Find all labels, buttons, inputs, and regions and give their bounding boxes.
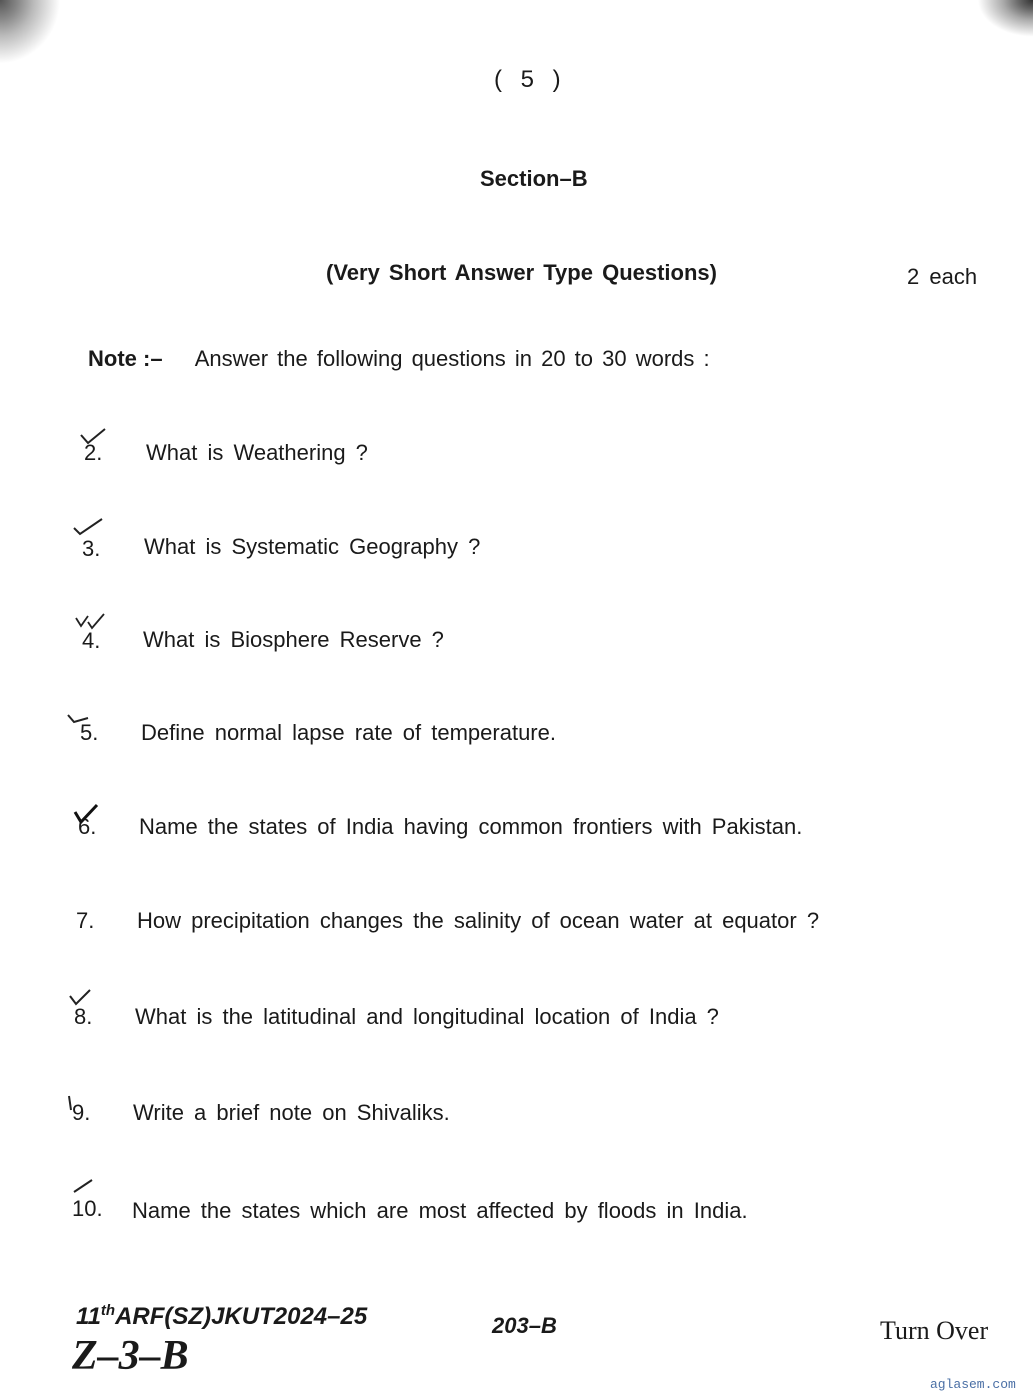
question-text: Name the states of India having common frontiers with Pakistan. <box>139 814 803 839</box>
note-label: Note :– <box>88 346 163 371</box>
question-text: What is Weathering ? <box>146 440 368 465</box>
note-line <box>88 346 710 372</box>
question-item <box>72 1196 103 1222</box>
checkmark-icon <box>74 612 106 632</box>
scan-shadow-top-left <box>0 0 90 95</box>
checkmark-icon <box>72 802 100 826</box>
question-number: 8. <box>74 1004 93 1029</box>
question-number: 2. <box>84 440 103 465</box>
question-number: 6. <box>78 814 97 839</box>
question-text: What is Biosphere Reserve ? <box>143 627 444 652</box>
question-number: 3. <box>82 536 101 561</box>
question-text: What is Systematic Geography ? <box>144 534 481 559</box>
checkmark-icon <box>72 516 104 538</box>
page-number: ( 5 ) <box>494 66 567 93</box>
question-text: Name the states which are most affected by floods in India. <box>132 1198 748 1223</box>
section-title: Section–B <box>480 166 588 191</box>
question-text: Define normal lapse rate of temperature. <box>141 720 556 745</box>
question-number: 4. <box>82 628 101 653</box>
question-number: 9. <box>72 1100 91 1125</box>
question-number: 5. <box>80 720 99 745</box>
question-item <box>76 908 94 934</box>
question-text: What is the latitudinal and longitudinal location of India ? <box>135 1004 719 1029</box>
checkmark-icon <box>78 427 108 449</box>
paper-code: 203–B <box>492 1313 557 1338</box>
note-text: Answer the following questions in 20 to 30 words : <box>194 346 710 371</box>
question-item <box>82 536 100 562</box>
watermark: aglasem.com <box>930 1377 1016 1392</box>
marks-per-question: 2 each <box>907 264 978 289</box>
set-code: Z–3–B <box>72 1333 189 1379</box>
scan-shadow-top-right <box>943 0 1033 60</box>
exam-code: 11thARF(SZ)JKUT2024–25 <box>76 1302 368 1330</box>
checkmark-icon <box>72 1178 94 1196</box>
question-text: How precipitation changes the salinity of ocean water at equator ? <box>137 908 820 933</box>
question-number: 10. <box>72 1196 103 1221</box>
question-number: 7. <box>76 908 95 933</box>
turn-over-label: Turn Over <box>880 1316 989 1345</box>
question-text: Write a brief note on Shivaliks. <box>133 1100 450 1125</box>
checkmark-icon <box>66 712 90 730</box>
checkmark-icon <box>66 1094 82 1114</box>
checkmark-icon <box>68 988 94 1008</box>
section-subtitle: (Very Short Answer Type Questions) <box>326 260 717 285</box>
